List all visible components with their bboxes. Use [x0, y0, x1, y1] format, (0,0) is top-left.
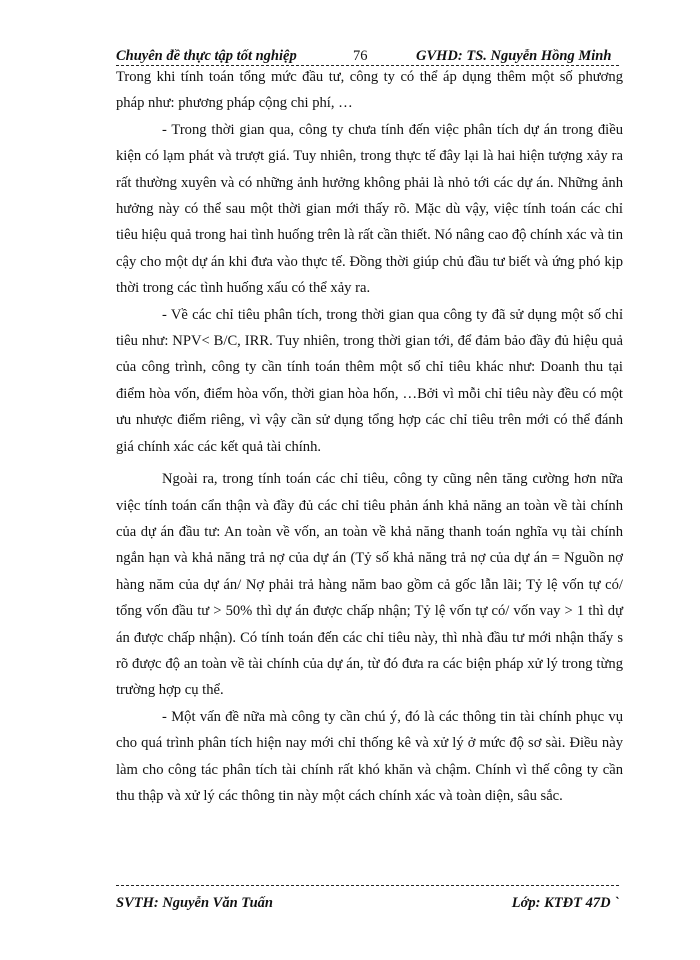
- paragraph: Ngoài ra, trong tính toán các chỉ tiêu, công ty cũng nên tăng cường hơn nữa việc tính toán cẩn thận và đầy đủ các chỉ tiêu phản ánh khả năng an toàn về tài chính của dự án đầu tư: An toàn về vốn, an toàn về khả năng thanh toán nghĩa vụ tài chính ngắn hạn và khả năng trả nợ của dự án (Tỷ số khả năng trả nợ của dự án = Nguồn nợ hàng năm của dự án/ Nợ phải trả hàng năm bao gồm cả gốc lẫn lãi; Tỷ lệ vốn tự có/ tổng vốn đầu tư > 50% thì dự án được chấp nhận; Tỷ lệ vốn tự có/ vốn vay > 1 thì dự án được chấp nhận). Có tính toán đến các chỉ tiêu này, thì nhà đầu tư mới nhận thấy s rõ được độ an toàn về tài chính của dự án, từ đó đưa ra các biện pháp xử lý trong từng trường hợp cụ thể.: [116, 471, 623, 699]
- page-number: 76: [353, 48, 368, 64]
- header-title: Chuyên đề thực tập tốt nghiệp: [116, 48, 297, 64]
- paragraph: - Trong thời gian qua, công ty chưa tính đến việc phân tích dự án trong điều kiện có lạm phát và trượt giá. Tuy nhiên, trong thực tế đây lại là hai hiện tượng xảy ra rất thường xuyên và có những ảnh hưởng không phải là nhỏ tới các dự án. Những ảnh hưởng này có thể sau một thời gian mới thấy rõ. Mặc dù vậy, việc tính toán các chỉ tiêu hiệu quả trong hai tình huống trên là rất cần thiết. Nó nâng cao độ chính xác và tin cậy cho một dự án khi đưa vào thực tế. Đồng thời giúp chủ đầu tư biết và ứng phó kịp thời trong các tình huống xấu có thể xảy ra.: [116, 121, 623, 297]
- footer-divider: [116, 885, 619, 886]
- document-body: [116, 64, 623, 809]
- paragraph: - Về các chỉ tiêu phân tích, trong thời gian qua công ty đã sử dụng một số chỉ tiêu như: NPV< B/C, IRR. Tuy nhiên, trong thời gian tới, để đảm bảo đầy đủ hiệu quả của công trình, công ty cần tính toán thêm một số chỉ tiêu khác như: Doanh thu tại điểm hòa vốn, điểm hòa vốn, thời gian hòa hốn, …Bởi vì mỗi chỉ tiêu này đều có một ưu nhược điểm riêng, vì vậy cần sử dụng tổng hợp các chỉ tiêu trên mới có thể đánh giá chính xác các kết quả tài chính.: [116, 306, 623, 455]
- header-supervisor: GVHD: TS. Nguyễn Hồng Minh: [416, 48, 612, 64]
- footer-student: SVTH: Nguyễn Văn Tuấn: [116, 895, 273, 911]
- footer-class: Lớp: KTĐT 47D `: [511, 895, 619, 911]
- paragraph: Trong khi tính toán tổng mức đầu tư, công ty có thể áp dụng thêm một số phương pháp như: phương pháp cộng chi phí, …: [116, 69, 623, 112]
- page-footer: [116, 895, 619, 915]
- paragraph: - Một vấn đề nữa mà công ty cần chú ý, đó là các thông tin tài chính phục vụ cho quá trình phân tích hiện nay mới chỉ thống kê và xử lý ở mức độ sơ sài. Điều này làm cho công tác phân tích tài chính rất khó khăn và chậm. Chính vì thế công ty cần thu thập và xử lý các thông tin này một cách chính xác và toàn diện, sâu sắc.: [116, 708, 623, 804]
